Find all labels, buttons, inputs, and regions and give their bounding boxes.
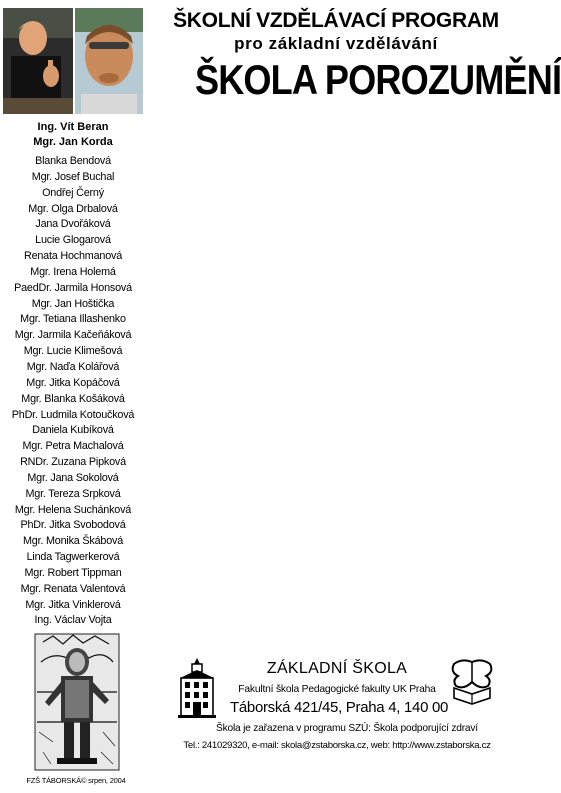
author-name: Mgr. Helena Suchánková (14, 503, 132, 516)
figure-drawing (33, 632, 121, 772)
drawing-credit: FZŠ TÁBORSKÁ© srpen, 2004 (26, 776, 126, 785)
photo-vit-beran (3, 8, 73, 114)
author-name: Ing. Václav Vojta (34, 614, 112, 627)
author-name: Mgr. Jan Hoštička (31, 297, 115, 310)
author-name: Renata Hochmanová (23, 250, 123, 263)
author-name: Mgr. Naďa Kolářová (26, 360, 120, 373)
author-name: Linda Tagwerkerová (26, 551, 120, 564)
school-address: Táborská 421/45, Praha 4, 140 00 (230, 699, 449, 716)
author-name: Mgr. Olga Drbalová (28, 202, 118, 215)
author-name: Daniela Kubíková (32, 424, 114, 437)
author-name: Mgr. Petra Machalová (22, 440, 124, 453)
authors-column (0, 120, 146, 629)
leaders (0, 120, 146, 150)
school-building-icon (178, 656, 216, 718)
author-name: Mgr. Jitka Kopáčová (26, 376, 120, 389)
leader-name: Mgr. Jan Korda (33, 136, 113, 148)
author-name: Mgr. Josef Buchal (31, 170, 115, 183)
leader-name: Ing. Vít Beran (37, 121, 109, 133)
author-photos (3, 8, 143, 114)
author-name: Lucie Glogarová (35, 234, 111, 247)
faculty-line: Fakultní škola Pedagogické fakulty UK Praha (238, 684, 436, 695)
author-name: Ondřej Černý (42, 186, 104, 199)
author-name: Mgr. Robert Tippman (24, 566, 122, 579)
title-block (172, 8, 561, 104)
author-name: Mgr. Blanka Košáková (21, 392, 125, 405)
health-program-line: Škola je zařazena v programu SZÚ: Škola podporující zdraví (216, 723, 478, 734)
author-name: Mgr. Renata Valentová (20, 582, 126, 595)
author-name: Mgr. Irena Holemá (30, 265, 116, 278)
authors-list (0, 154, 146, 629)
author-name: PhDr. Ludmila Kotoučková (11, 408, 135, 421)
program-title: ŠKOLNÍ VZDĚLÁVACÍ PROGRAM (173, 9, 499, 32)
photo-jan-korda (75, 8, 143, 114)
program-subtitle: pro základní vzdělávání (234, 34, 438, 53)
author-name: Jana Dvořáková (35, 218, 111, 231)
author-name: Mgr. Tetiana Illashenko (20, 313, 126, 326)
author-name: Mgr. Monika Škábová (22, 535, 124, 548)
school-program-name: ŠKOLA POROZUMĚNÍ (194, 56, 561, 103)
author-name: Mgr. Lucie Klimešová (23, 345, 123, 358)
author-name: Mgr. Tereza Srpková (25, 487, 121, 500)
author-name: PhDr. Jitka Svobodová (20, 519, 126, 532)
school-name: ZÁKLADNÍ ŠKOLA (266, 660, 408, 677)
author-name: RNDr. Zuzana Pipková (20, 456, 126, 469)
author-name: Mgr. Jitka Vinklerová (25, 598, 121, 611)
author-name: Blanka Bendová (35, 155, 111, 167)
contact-line: Tel.: 241029320, e-mail: skola@zstaborska.cz, web: http://www.zstaborska.cz (183, 740, 491, 751)
healthy-school-project-icon (448, 658, 496, 716)
author-name: Mgr. Jarmila Kačeňáková (14, 329, 132, 342)
author-name: PaedDr. Jarmila Honsová (14, 281, 132, 294)
author-name: Mgr. Jana Sokolová (27, 471, 119, 484)
